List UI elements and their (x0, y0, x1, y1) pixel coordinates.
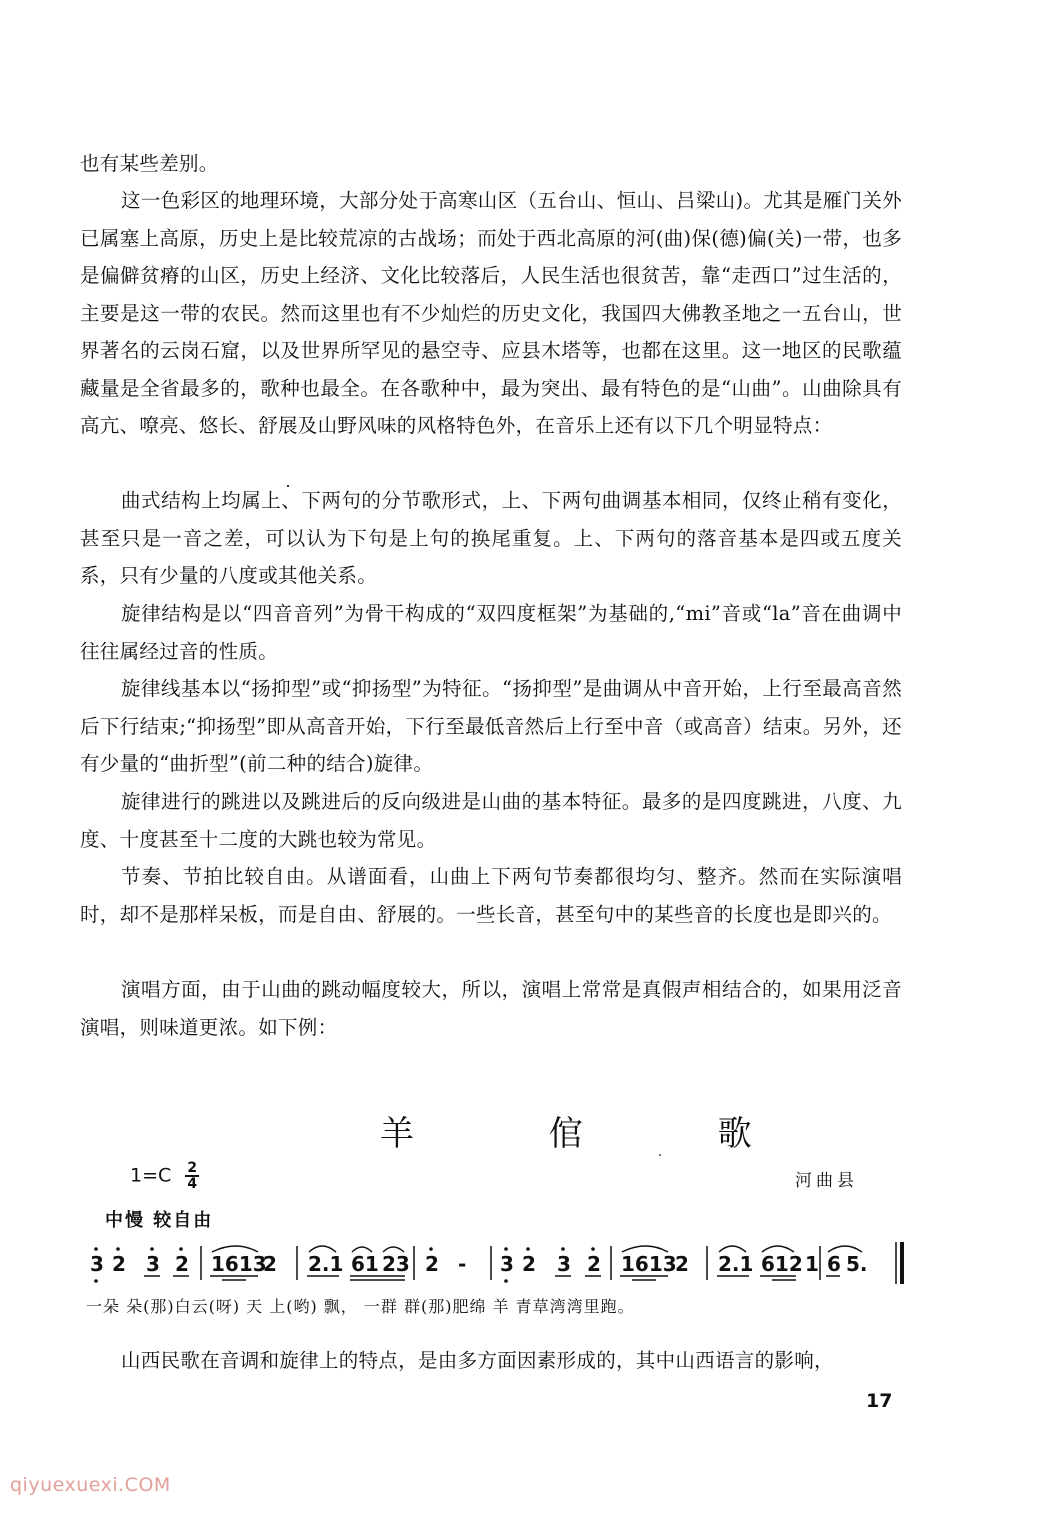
note: 3 (500, 1252, 514, 1276)
note: 1613 (211, 1252, 267, 1276)
measure-8 (826, 1246, 868, 1276)
note: 2 (587, 1252, 601, 1276)
note: 5. (846, 1252, 868, 1276)
site-watermark: qiyuexuexi.COM (10, 1474, 171, 1496)
octave-dot (504, 1247, 508, 1251)
note: 61 (351, 1252, 379, 1276)
page-number: 17 (866, 1390, 893, 1412)
song-title: 羊 倌 歌 (380, 1114, 814, 1154)
paragraph-language-influence: 山西民歌在音调和旋律上的特点，是由多方面因素形成的，其中山西语言的影响， (121, 1349, 834, 1372)
measure-4 (425, 1247, 466, 1276)
paragraph-form-structure: 曲式结构上均属上、下两句的分节歌形式，上、下两句曲调基本相同，仅终止稍有变化，甚至只是一音之差，可以认为下句是上句的换尾重复。上、下两句的落音基本是四或五度关系，只有少量的八度或其他关系。 (80, 489, 902, 587)
measure-5 (500, 1247, 601, 1283)
jianpu-notation (0, 1238, 1064, 1294)
note: 612 (761, 1252, 803, 1276)
octave-dot (526, 1247, 530, 1251)
octave-dot (561, 1247, 565, 1251)
note: 6 (827, 1252, 841, 1276)
tempo-marking: 中慢 较自由 (105, 1210, 214, 1231)
note: 2.1 (718, 1252, 754, 1276)
note: 2 (263, 1252, 277, 1276)
paragraph-continuation: 也有某些差别。 (80, 152, 219, 175)
note: 2 (112, 1252, 126, 1276)
paragraph-melody-structure: 旋律结构是以“四音音列”为骨干构成的“双四度框架”为基础的,“mi”音或“la”音在曲调中往往属经过音的性质。 (80, 602, 902, 663)
time-signature-bottom: 4 (187, 1176, 198, 1192)
octave-dot (179, 1247, 183, 1251)
note: 1613 (621, 1252, 677, 1276)
octave-dot (94, 1247, 98, 1251)
key-signature (130, 1161, 199, 1191)
octave-dot (150, 1247, 154, 1251)
measure-2 (210, 1246, 277, 1280)
paragraph-rhythm: 节奏、节拍比较自由。从谱面看，山曲上下两句节奏都很均匀、整齐。然而在实际演唱时，却不是那样呆板，而是自由、舒展的。一些长音，甚至句中的某些音的长度也是即兴的。 (80, 865, 902, 926)
measure-6 (620, 1246, 689, 1280)
time-signature-top: 2 (187, 1160, 198, 1176)
note: 3 (146, 1252, 160, 1276)
note: 2 (522, 1252, 536, 1276)
note: 2.1 (308, 1252, 344, 1276)
octave-dot (591, 1247, 595, 1251)
measure-3 (307, 1246, 410, 1280)
note: 2 (425, 1252, 439, 1276)
octave-dot (429, 1247, 433, 1251)
measure-7 (717, 1246, 819, 1280)
octave-dot (94, 1279, 98, 1283)
note: 3 (557, 1252, 571, 1276)
note: 23 (382, 1252, 410, 1276)
key-label: 1=C (130, 1164, 172, 1187)
paragraph-singing: 演唱方面，由于山曲的跳动幅度较大，所以，演唱上常常是真假声相结合的，如果用泛音演唱，则味道更浓。如下例： (80, 978, 902, 1039)
octave-dot (116, 1247, 120, 1251)
note: 2 (675, 1252, 689, 1276)
time-signature (185, 1161, 199, 1191)
paragraph-melody-line: 旋律线基本以“扬抑型”或“抑扬型”为特征。“扬抑型”是曲调从中音开始，上行至最高音然后下行结束;“抑扬型”即从高音开始，下行至最低音然后上行至中音（或高音）结束。另外，还有少量的“曲折型”(前二种的结合)旋律。 (80, 677, 902, 775)
note: 3 (90, 1252, 104, 1276)
song-lyrics: 一朵 朵(那)白云(呀) 天 上(哟) 飘， 一群 群(那)肥绵 羊 青草湾湾里跑。 (86, 1297, 635, 1316)
measure-1 (90, 1247, 189, 1283)
note: 1 (805, 1252, 819, 1276)
octave-dot (504, 1279, 508, 1283)
dash: - (458, 1252, 467, 1276)
print-speck (287, 485, 289, 487)
paragraph-leaps: 旋律进行的跳进以及跳进后的反向级进是山曲的基本特征。最多的是四度跳进，八度、九度、十度甚至十二度的大跳也较为常见。 (80, 790, 902, 851)
song-origin: 河曲县 (795, 1171, 858, 1191)
note: 2 (175, 1252, 189, 1276)
paragraph-geography: 这一色彩区的地理环境，大部分处于高寒山区（五台山、恒山、吕梁山)。尤其是雁门关外已属塞上高原，历史上是比较荒凉的古战场；而处于西北高原的河(曲)保(德)偏(关)一带，也多是偏僻贫瘠的山区，历史上经济、文化比较落后，人民生活也很贫苦，靠“走西口”过生活的，主要是这一带的农民。然而这里也有不少灿烂的历史文化，我国四大佛教圣地之一五台山，世界著名的云岗石窟，以及世界所罕见的悬空寺、应县木塔等，也都在这里。这一地区的民歌蕴藏量是全省最多的，歌种也最全。在各歌种中，最为突出、最有特色的是“山曲”。山曲除具有高亢、嘹亮、悠长、舒展及山野风味的风格特色外，在音乐上还有以下几个明显特点： (80, 189, 902, 437)
